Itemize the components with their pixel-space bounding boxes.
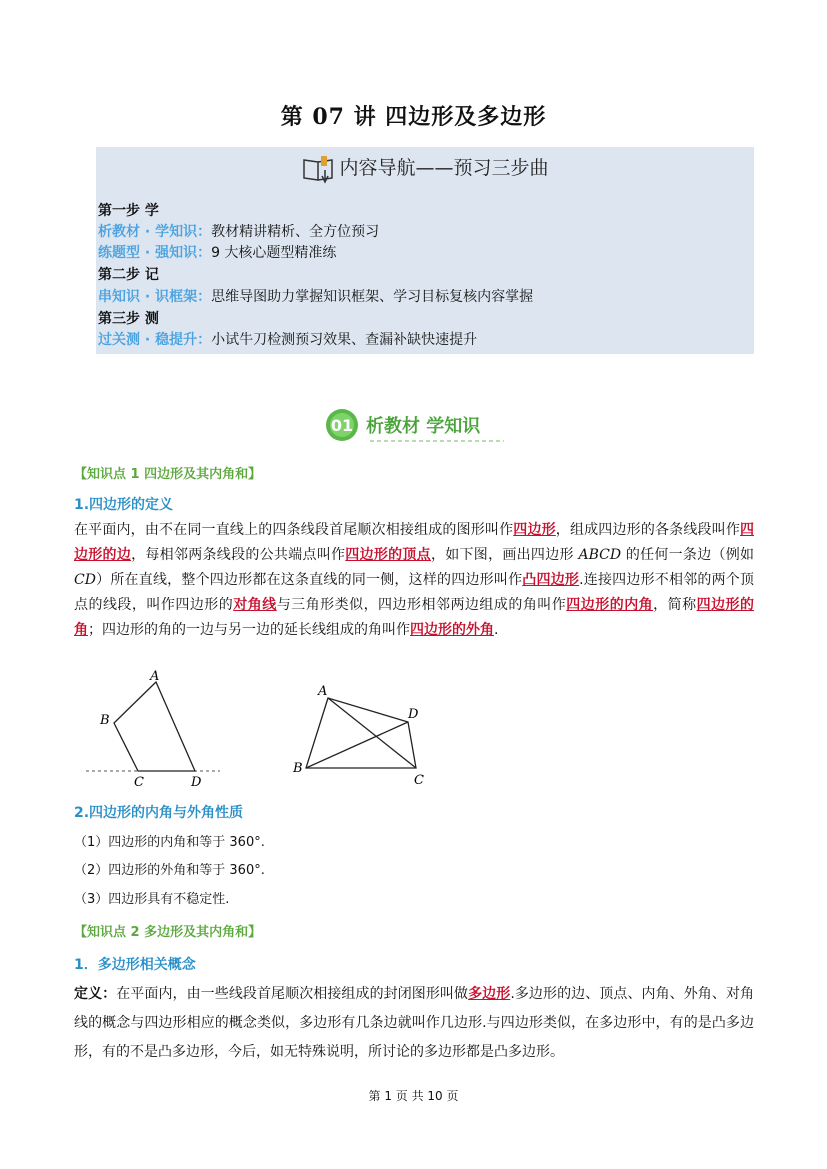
fig2-label-a: A bbox=[318, 684, 328, 699]
fig1-label-d: D bbox=[191, 775, 202, 790]
nav-heading-text: 内容导航——预习三步曲 bbox=[339, 157, 549, 179]
step-3-label: 第三步 测 bbox=[98, 311, 159, 327]
fig1-label-a: A bbox=[150, 669, 160, 684]
knowledge-point-1: 【知识点 1 四边形及其内角和】 bbox=[74, 467, 262, 482]
section-heading-quadrilateral-definition: 1.四边形的定义 bbox=[74, 497, 174, 513]
book-pointer-icon bbox=[301, 154, 337, 184]
property-item-2: （2）四边形的外角和等于 360°. bbox=[74, 863, 265, 878]
section-badge bbox=[324, 405, 514, 445]
fig1-label-b: B bbox=[100, 713, 110, 728]
badge-text: 析教材 学知识 bbox=[366, 416, 481, 437]
quadrilateral-definition-paragraph: 在平面内，由不在同一直线上的四条线段首尾顺次相接组成的图形叫作四边形，组成四边形的各条线段叫作四边形的边，每相邻两条线段的公共端点叫作四边形的顶点，如下图，画出四边形 ABCD 的任何一条边（例如 CD）所在直线，整个四边形都在这条直线的同一侧，这样的四边形叫作凸四边形.连接四边形不相邻的两个顶点的线段，叫作四边形的对角线与三角形类似，四边形相邻两边组成的角叫作四边形的内角，简称四边形的角；四边形的角的一边与另一边的延长线组成的角叫作四边形的外角. bbox=[74, 522, 755, 638]
knowledge-point-2: 【知识点 2 多边形及其内角和】 bbox=[74, 925, 262, 940]
content-navigation-box bbox=[96, 147, 754, 354]
quadrilateral-diagonals-figure bbox=[288, 680, 438, 790]
page-title: 第 07 讲 四边形及多边形 bbox=[280, 104, 547, 130]
step-3-item-1: 过关测 · 稳提升：小试牛刀检测预习效果、查漏补缺快速提升 bbox=[98, 332, 478, 348]
step-1-label: 第一步 学 bbox=[98, 203, 159, 219]
property-item-1: （1）四边形的内角和等于 360°. bbox=[74, 835, 265, 850]
fig2-label-d: D bbox=[408, 707, 419, 722]
step-1-item-2: 练题型 · 强知识：9 大核心题型精准练 bbox=[98, 245, 337, 261]
section-heading-angle-properties: 2.四边形的内角与外角性质 bbox=[74, 805, 244, 821]
section-heading-polygon-concepts: 1．多边形相关概念 bbox=[74, 957, 196, 973]
convex-quadrilateral-figure bbox=[80, 668, 230, 793]
badge-number: 01 bbox=[330, 416, 354, 435]
step-2-item-1: 串知识 · 识框架：思维导图助力掌握知识框架、学习目标复核内容掌握 bbox=[98, 289, 534, 305]
nav-heading bbox=[96, 153, 754, 184]
page-footer: 第 1 页 共 10 页 bbox=[368, 1089, 459, 1103]
fig2-label-b: B bbox=[293, 761, 303, 776]
polygon-definition-paragraph: 定义：在平面内，由一些线段首尾顺次相接组成的封闭图形叫做多边形.多边形的边、顶点、内角、外角、对角线的概念与四边形相应的概念类似，多边形有几条边就叫作几边形.与四边形类似，在多边形中，有的是凸多边形，有的不是凸多边形，今后，如无特殊说明，所讨论的多边形都是凸多边形。 bbox=[74, 986, 755, 1060]
step-1-item-1: 析教材 · 学知识：教材精讲精析、全方位预习 bbox=[98, 224, 380, 240]
fig2-label-c: C bbox=[414, 773, 424, 788]
property-item-3: （3）四边形具有不稳定性. bbox=[74, 892, 230, 907]
fig1-label-c: C bbox=[134, 775, 144, 790]
step-2-label: 第二步 记 bbox=[98, 267, 159, 283]
